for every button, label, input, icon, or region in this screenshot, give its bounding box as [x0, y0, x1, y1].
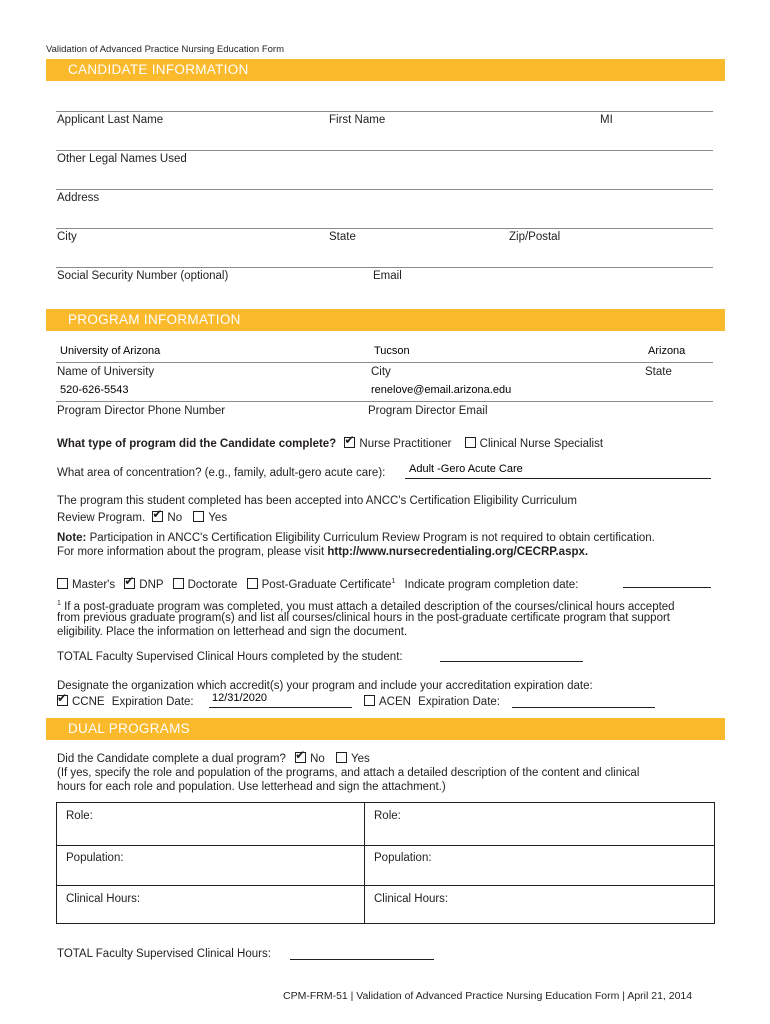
- dnp-label: DNP: [139, 578, 164, 591]
- dual-question-row: [57, 752, 370, 766]
- cecrp-row: [57, 511, 227, 525]
- accreditation-row: [57, 695, 194, 709]
- note-label: Note:: [57, 532, 87, 544]
- role-left-cell[interactable]: Role:: [66, 810, 93, 822]
- university-label: Name of University: [57, 366, 155, 378]
- acen-checkbox[interactable]: [364, 695, 375, 706]
- note-text2: For more information about the program, please visit: [57, 546, 328, 558]
- ccne-exp-label: Expiration Date:: [111, 696, 194, 708]
- dual-total-hours-line[interactable]: [290, 959, 434, 960]
- dual-yes-checkbox[interactable]: [336, 752, 347, 763]
- np-label: Nurse Practitioner: [359, 438, 452, 450]
- acen-row: [364, 695, 500, 709]
- note-line2: [57, 545, 588, 559]
- dual-table-divider: [364, 803, 365, 923]
- director-phone-label: Program Director Phone Number: [57, 405, 226, 417]
- other-names-line[interactable]: [56, 150, 713, 151]
- masters-label: Master's: [72, 578, 116, 591]
- program-type-row: [57, 437, 603, 451]
- address-label: Address: [57, 192, 100, 204]
- degree-row: [57, 575, 578, 592]
- role-right-cell[interactable]: Role:: [374, 810, 401, 822]
- dnp-checkbox[interactable]: [124, 578, 135, 589]
- concentration-line: [405, 478, 711, 479]
- acen-exp-label: Expiration Date:: [418, 696, 500, 708]
- dual-question: Did the Candidate complete a dual program?: [57, 753, 286, 765]
- candidate-section-banner: [46, 59, 725, 81]
- acen-label: ACEN: [379, 696, 411, 708]
- candidate-city-label: City: [57, 231, 77, 243]
- ccne-checkbox[interactable]: [57, 695, 68, 706]
- candidate-email-label: Email: [373, 270, 402, 282]
- program-type-question: What type of program did the Candidate complete?: [57, 438, 337, 450]
- ssn-label: Social Security Number (optional): [57, 270, 229, 282]
- program-city-label: City: [371, 366, 391, 378]
- ssn-email-line[interactable]: [56, 267, 713, 268]
- last-name-label: Applicant Last Name: [57, 114, 164, 126]
- concentration-value[interactable]: Adult -Gero Acute Care: [409, 463, 523, 475]
- program-section-title: PROGRAM INFORMATION: [68, 312, 241, 327]
- university-value[interactable]: University of Arizona: [60, 345, 161, 357]
- dual-section-banner: [46, 718, 725, 740]
- cecrp-yes-label: Yes: [208, 512, 228, 524]
- footnote-line2: from previous graduate program(s) and list all courses/clinical hours in the post-graduate certificate program that support: [57, 612, 670, 624]
- address-line[interactable]: [56, 189, 713, 190]
- ccne-exp-value[interactable]: 12/31/2020: [212, 692, 268, 704]
- program-total-hours-label: TOTAL Faculty Supervised Clinical Hours completed by the student:: [57, 651, 403, 663]
- cecrp-no-label: No: [167, 512, 183, 524]
- dual-programs-table: [56, 802, 715, 924]
- doctorate-checkbox[interactable]: [173, 578, 184, 589]
- dual-instruction-line1: (If yes, specify the role and population of the programs, and attach a detailed description of the content and clinical: [57, 767, 640, 779]
- doctorate-label: Doctorate: [187, 578, 238, 591]
- candidate-state-label: State: [329, 231, 356, 243]
- cns-label: Clinical Nurse Specialist: [479, 438, 604, 450]
- cecrp-yes-checkbox[interactable]: [193, 511, 204, 522]
- director-phone-value[interactable]: 520-626-5543: [60, 384, 129, 396]
- mi-label: MI: [600, 114, 613, 126]
- university-line: [56, 362, 713, 363]
- dual-no-label: No: [310, 753, 325, 765]
- form-footer: CPM-FRM-51 | Validation of Advanced Practice Nursing Education Form | April 21, 2014: [283, 990, 693, 1002]
- dual-total-hours-label: TOTAL Faculty Supervised Clinical Hours:: [57, 948, 271, 960]
- cecrp-line1: The program this student completed has been accepted into ANCC's Certification Eligibility Curriculum: [57, 495, 577, 507]
- other-names-label: Other Legal Names Used: [57, 153, 187, 165]
- dual-yes-label: Yes: [350, 753, 370, 765]
- acen-exp-line[interactable]: [512, 707, 655, 708]
- director-line: [56, 401, 713, 402]
- note-text1: Participation in ANCC's Certification Eligibility Curriculum Review Program is not required to obtain certification.: [86, 532, 655, 544]
- accreditation-question: Designate the organization which accredit(s) your program and include your accreditation expiration date:: [57, 680, 593, 692]
- hours-right-cell[interactable]: Clinical Hours:: [374, 893, 449, 905]
- note-line1: [57, 531, 655, 545]
- masters-checkbox[interactable]: [57, 578, 68, 589]
- program-state-value[interactable]: Arizona: [648, 345, 686, 357]
- cecrp-link[interactable]: http://www.nursecredentialing.org/CECRP.aspx.: [327, 546, 589, 558]
- candidate-section-title: CANDIDATE INFORMATION: [68, 62, 249, 77]
- dual-section-title: DUAL PROGRAMS: [68, 721, 190, 736]
- program-total-hours-line[interactable]: [440, 661, 583, 662]
- name-line[interactable]: [56, 111, 713, 112]
- cecrp-no-checkbox[interactable]: [152, 511, 163, 522]
- first-name-label: First Name: [329, 114, 386, 126]
- dual-instruction-line2: hours for each role and population. Use letterhead and sign the attachment.): [57, 781, 446, 793]
- zip-label: Zip/Postal: [509, 231, 561, 243]
- hours-left-cell[interactable]: Clinical Hours:: [66, 893, 141, 905]
- dual-table-row-divider-2: [57, 885, 714, 886]
- postgrad-footnote-mark: 1: [391, 578, 396, 585]
- cns-checkbox[interactable]: [465, 437, 476, 448]
- completion-date-line[interactable]: [623, 587, 711, 588]
- city-state-zip-line[interactable]: [56, 228, 713, 229]
- dual-table-row-divider-1: [57, 845, 714, 846]
- director-email-value[interactable]: renelove@email.arizona.edu: [371, 384, 512, 396]
- footnote-mark: 1: [57, 600, 61, 607]
- program-section-banner: [46, 309, 725, 331]
- form-header-title: Validation of Advanced Practice Nursing Education Form: [46, 44, 284, 55]
- footnote-text1: If a post-graduate program was completed, you must attach a detailed description of the courses/clinical hours accepted: [60, 600, 675, 613]
- director-email-label: Program Director Email: [368, 405, 488, 417]
- ccne-label: CCNE: [72, 696, 105, 708]
- np-checkbox[interactable]: [344, 437, 355, 448]
- concentration-question: What area of concentration? (e.g., family, adult-gero acute care):: [57, 467, 386, 479]
- ccne-exp-line: [209, 707, 352, 708]
- population-left-cell[interactable]: Population:: [66, 852, 124, 864]
- postgrad-label: Post-Graduate Certificate: [261, 578, 392, 591]
- population-right-cell[interactable]: Population:: [374, 852, 432, 864]
- completion-date-label: Indicate program completion date:: [404, 578, 579, 591]
- footnote-line3: eligibility. Place the information on letterhead and sign the document.: [57, 626, 408, 638]
- cecrp-line2: Review Program.: [57, 512, 146, 524]
- program-city-value[interactable]: Tucson: [374, 345, 410, 357]
- dual-no-checkbox[interactable]: [295, 752, 306, 763]
- program-state-label: State: [645, 366, 672, 378]
- postgrad-checkbox[interactable]: [247, 578, 258, 589]
